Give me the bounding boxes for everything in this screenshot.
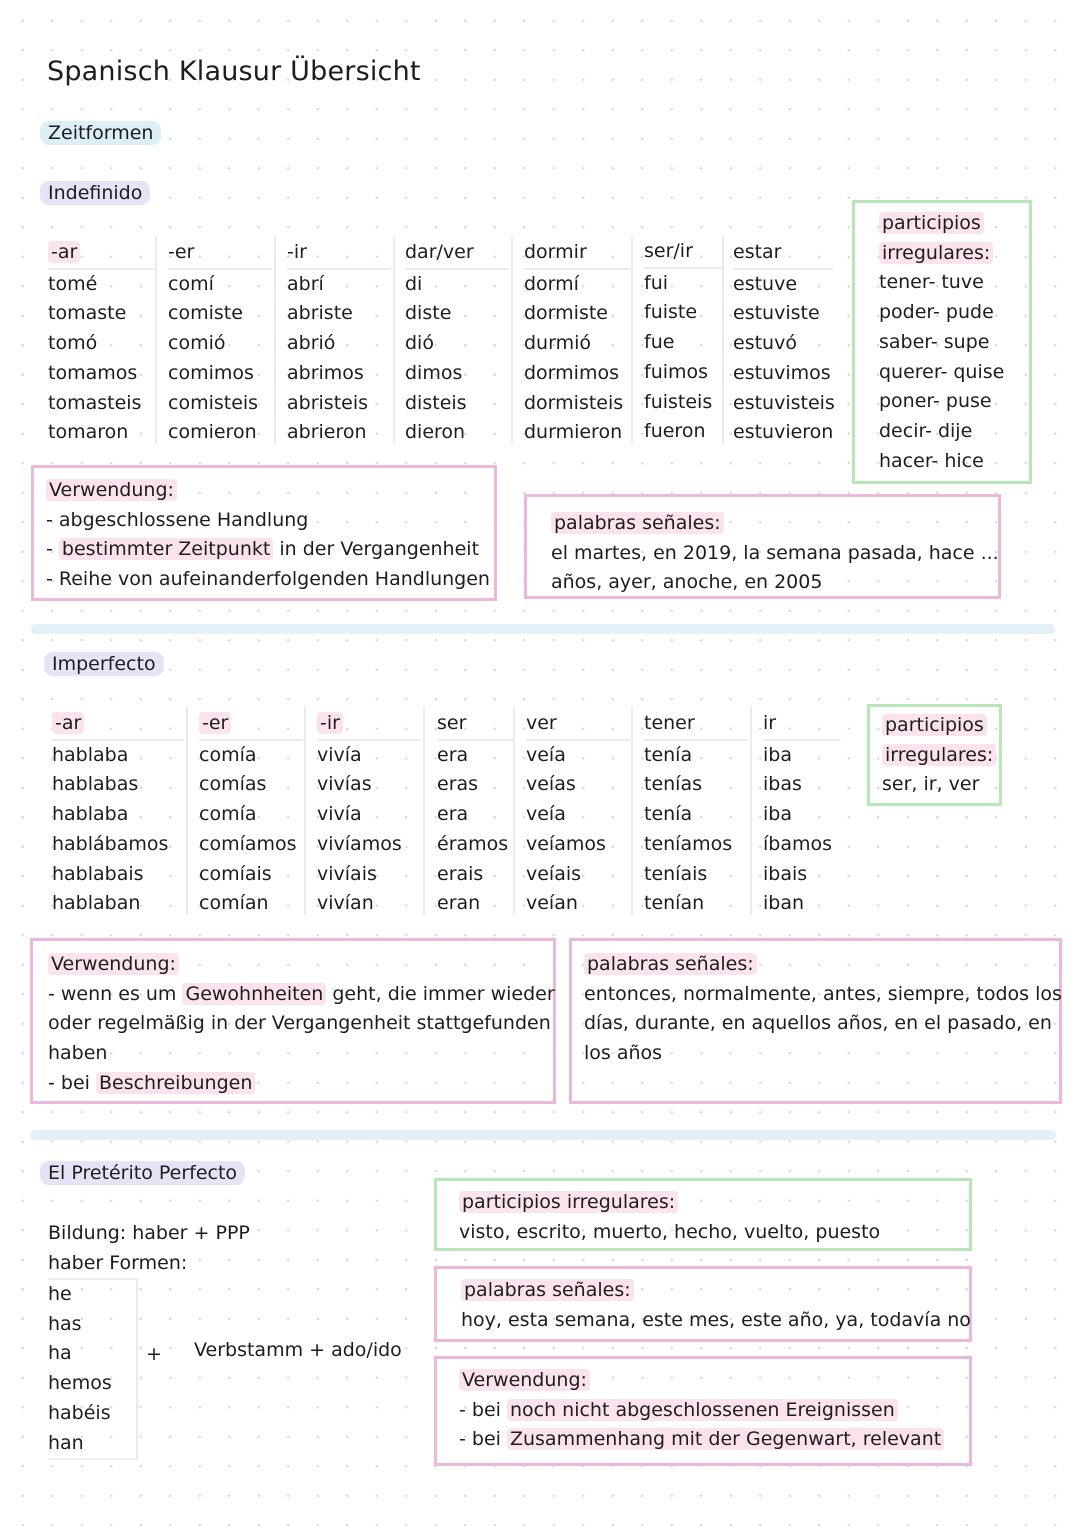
- col-head: ser/ir: [644, 237, 722, 269]
- verb-form: fueron: [644, 420, 706, 443]
- column-divider: [393, 236, 395, 444]
- imperfecto-col-ir: [317, 709, 421, 919]
- verb-form: tomamos: [48, 361, 138, 384]
- verb-form: dormimos: [524, 361, 619, 384]
- verb-form: veíamos: [526, 832, 606, 855]
- verb-form: vivía: [317, 803, 362, 826]
- haber-form: habéis: [48, 1401, 111, 1424]
- column-divider: [304, 707, 306, 915]
- verb-form: dormiste: [524, 302, 608, 325]
- indefinido-col-er: [168, 238, 272, 448]
- verb-form: fuiste: [644, 301, 698, 324]
- indefinido-col-ir: [287, 238, 391, 448]
- verb-form: tomó: [48, 332, 98, 355]
- haber-form: has: [48, 1312, 82, 1335]
- verb-form: di: [405, 272, 423, 295]
- verb-form: comí: [168, 272, 214, 295]
- imperfecto-col-tener: [644, 709, 748, 919]
- verb-form: comíais: [199, 862, 272, 885]
- verb-form: dormí: [524, 272, 579, 295]
- participios-text: visto, escrito, muerto, hecho, vuelto, puesto: [459, 1220, 881, 1243]
- indefinido-verwendung-box: [31, 465, 497, 601]
- haber-forms-list: [48, 1278, 138, 1460]
- verb-form: veían: [526, 892, 578, 915]
- verb-form: ibas: [763, 773, 802, 796]
- indefinido-col-estar: [733, 238, 833, 448]
- verwendung-item: - bei Zusammenhang mit der Gegenwart, relevant: [459, 1425, 947, 1455]
- verwendung-item: - bei noch nicht abgeschlossenen Ereignissen: [459, 1396, 947, 1426]
- senales-title: palabras señales:: [551, 512, 724, 534]
- participios-title: irregulares:: [882, 744, 996, 766]
- column-divider: [513, 707, 515, 915]
- verwendung-title: Verwendung:: [459, 1369, 590, 1391]
- participio-item: hacer- hice: [879, 449, 984, 472]
- verb-form: fue: [644, 331, 675, 354]
- imperfecto-verwendung-box: [30, 938, 556, 1104]
- participios-title: participios: [879, 212, 984, 234]
- verb-form: abriste: [287, 302, 353, 325]
- indefinido-col-dar-ver: [405, 238, 509, 448]
- verb-form: íbamos: [763, 832, 833, 855]
- indefinido-participios-box: [852, 200, 1032, 484]
- participios-title: participios irregulares:: [459, 1191, 678, 1213]
- verb-form: fuisteis: [644, 390, 713, 413]
- verb-form: veía: [526, 803, 566, 826]
- col-head: dar/ver: [405, 238, 509, 270]
- verb-form: veía: [526, 743, 566, 766]
- verb-form: estuvimos: [733, 361, 831, 384]
- verwendung-item: - bestimmter Zeitpunkt in der Vergangenheit: [46, 538, 480, 561]
- verb-form: hablaba: [52, 743, 129, 766]
- verb-form: vivíais: [317, 862, 377, 885]
- verb-form: estuvisteis: [733, 391, 835, 414]
- column-divider: [511, 236, 513, 444]
- col-head: dormir: [524, 238, 630, 270]
- col-head: -ar: [52, 712, 84, 734]
- imperfecto-col-ser: [437, 709, 515, 919]
- verb-form: durmieron: [524, 421, 623, 444]
- verb-form: abrieron: [287, 421, 367, 444]
- imperfecto-senales-box: [569, 938, 1062, 1104]
- perfecto-participios-box: [434, 1178, 972, 1251]
- verwendung-title: Verwendung:: [48, 953, 179, 975]
- senales-text: hoy, esta semana, este mes, este año, ya, todavía no: [461, 1308, 971, 1331]
- verb-form: tenía: [644, 803, 693, 826]
- verb-form: tenías: [644, 773, 703, 796]
- imperfecto-col-ver: [526, 709, 630, 919]
- col-head: ser: [437, 709, 515, 741]
- col-head: -ir: [317, 712, 343, 734]
- senales-title: palabras señales:: [584, 953, 757, 975]
- verb-form: teníamos: [644, 832, 733, 855]
- verb-form: fui: [644, 271, 669, 294]
- verwendung-item: haben: [48, 1042, 108, 1065]
- col-head: -ar: [48, 241, 80, 263]
- verb-form: comimos: [168, 361, 254, 384]
- haber-form: hemos: [48, 1372, 112, 1395]
- verb-form: iba: [763, 743, 792, 766]
- imperfecto-participios-box: [867, 704, 1002, 806]
- verb-form: vivía: [317, 743, 362, 766]
- verb-form: abrí: [287, 272, 324, 295]
- section-separator: [30, 1130, 1056, 1140]
- verwendung-item: - abgeschlossene Handlung: [46, 508, 309, 531]
- column-divider: [631, 707, 633, 915]
- verb-form: iban: [763, 892, 805, 915]
- senales-text: el martes, en 2019, la semana pasada, hace ...: [551, 541, 999, 564]
- perfecto-senales-box: [434, 1266, 972, 1342]
- col-head: tener: [644, 709, 748, 741]
- verb-form: tomé: [48, 272, 98, 295]
- participio-item: ser, ir, ver: [882, 773, 980, 796]
- verb-form: comieron: [168, 421, 257, 444]
- participio-item: poder- pude: [879, 301, 994, 324]
- participios-title: irregulares:: [879, 242, 993, 264]
- verb-form: abrimos: [287, 361, 364, 384]
- verb-form: hablabas: [52, 773, 139, 796]
- verwendung-item: - bei Beschreibungen: [48, 1069, 538, 1099]
- verbstamm-text: Verbstamm + ado/ido: [194, 1339, 402, 1361]
- verb-form: vivían: [317, 892, 374, 915]
- column-divider: [631, 236, 633, 444]
- indefinido-col-ser-ir: [644, 237, 722, 447]
- imperfecto-col-ir2: [763, 709, 841, 919]
- verwendung-title: Verwendung:: [46, 479, 177, 501]
- section-separator: [31, 624, 1055, 634]
- verwendung-item: - Reihe von aufeinanderfolgenden Handlungen: [46, 568, 490, 591]
- verb-form: comían: [199, 892, 269, 915]
- heading-imperfecto: Imperfecto: [44, 652, 164, 676]
- verb-form: iba: [763, 803, 792, 826]
- verb-form: era: [437, 743, 469, 766]
- verb-form: tenía: [644, 743, 693, 766]
- senales-text: los años: [584, 1042, 663, 1065]
- col-head: -er: [168, 238, 272, 270]
- verb-form: comía: [199, 743, 257, 766]
- verb-form: dormisteis: [524, 391, 624, 414]
- verb-form: tomasteis: [48, 391, 142, 414]
- col-head: estar: [733, 238, 833, 270]
- indefinido-senales-box: [524, 494, 1001, 599]
- verb-form: estuve: [733, 272, 798, 295]
- senales-title: palabras señales:: [461, 1279, 634, 1301]
- verb-form: comió: [168, 332, 226, 355]
- verb-form: dieron: [405, 421, 466, 444]
- participio-item: decir- dije: [879, 419, 973, 442]
- col-head: -er: [199, 712, 231, 734]
- verb-form: erais: [437, 862, 484, 885]
- verb-form: hablaban: [52, 892, 141, 915]
- senales-text: años, ayer, anoche, en 2005: [551, 571, 823, 594]
- verb-form: teníais: [644, 862, 708, 885]
- verb-form: eran: [437, 892, 481, 915]
- verb-form: tenían: [644, 892, 705, 915]
- verb-form: durmió: [524, 332, 591, 355]
- verb-form: disteis: [405, 391, 467, 414]
- col-head: ver: [526, 709, 630, 741]
- verb-form: estuviste: [733, 302, 820, 325]
- perfecto-verwendung-box: [434, 1356, 972, 1466]
- haber-form: han: [48, 1431, 84, 1454]
- perfecto-bildung: [48, 1219, 250, 1278]
- participios-title: participios: [882, 714, 987, 736]
- verb-form: tomaron: [48, 421, 129, 444]
- verb-form: éramos: [437, 832, 509, 855]
- verb-form: comiste: [168, 302, 243, 325]
- col-head: ir: [763, 709, 841, 741]
- participio-item: poner- puse: [879, 390, 992, 413]
- verb-form: comías: [199, 773, 267, 796]
- verb-form: era: [437, 803, 469, 826]
- verb-form: hablaba: [52, 803, 129, 826]
- senales-text: días, durante, en aquellos años, en el pasado, en: [584, 1012, 1052, 1035]
- verb-form: vivías: [317, 773, 372, 796]
- verb-form: fuimos: [644, 360, 709, 383]
- verb-form: comía: [199, 803, 257, 826]
- column-divider: [155, 236, 157, 444]
- verb-form: abristeis: [287, 391, 369, 414]
- page-title: Spanisch Klausur Übersicht: [47, 56, 421, 87]
- haber-form: he: [48, 1283, 72, 1305]
- verb-form: veías: [526, 773, 576, 796]
- plus-sign: +: [146, 1343, 162, 1365]
- indefinido-col-dormir: [524, 238, 630, 448]
- column-divider: [186, 707, 188, 915]
- verb-form: comíamos: [199, 832, 297, 855]
- verb-form: vivíamos: [317, 832, 402, 855]
- section-heading-zeitformen: Zeitformen: [40, 121, 161, 145]
- verwendung-item: - wenn es um Gewohnheiten geht, die immer wieder: [48, 982, 555, 1005]
- verb-form: hablábamos: [52, 832, 169, 855]
- verb-form: dió: [405, 332, 434, 355]
- verb-form: dimos: [405, 361, 463, 384]
- senales-text: entonces, normalmente, antes, siempre, todos los: [584, 982, 1062, 1005]
- verb-form: veíais: [526, 862, 582, 885]
- column-divider: [274, 236, 276, 444]
- verb-form: tomaste: [48, 302, 127, 325]
- imperfecto-col-ar: [52, 709, 184, 919]
- verb-form: estuvieron: [733, 421, 834, 444]
- haber-formen-label: haber Formen:: [48, 1251, 188, 1274]
- heading-indefinido: Indefinido: [40, 181, 150, 205]
- verb-form: eras: [437, 773, 479, 796]
- verb-form: comisteis: [168, 391, 259, 414]
- verwendung-item: oder regelmäßig in der Vergangenheit stattgefunden: [48, 1012, 551, 1035]
- column-divider: [750, 707, 752, 915]
- verb-form: hablabais: [52, 862, 144, 885]
- column-divider: [722, 236, 724, 444]
- verb-form: diste: [405, 302, 452, 325]
- heading-perfecto: El Pretérito Perfecto: [40, 1161, 245, 1185]
- bildung-text: Bildung: haber + PPP: [48, 1222, 250, 1244]
- participio-item: tener- tuve: [879, 271, 984, 294]
- verb-form: abrió: [287, 332, 336, 355]
- indefinido-col-ar: [48, 238, 154, 448]
- participio-item: saber- supe: [879, 330, 990, 353]
- column-divider: [423, 707, 425, 915]
- verb-form: ibais: [763, 862, 808, 885]
- col-head: -ir: [287, 238, 391, 270]
- haber-form: ha: [48, 1342, 72, 1365]
- imperfecto-col-er: [199, 709, 303, 919]
- verb-form: estuvó: [733, 332, 797, 355]
- participio-item: querer- quise: [879, 360, 1005, 383]
